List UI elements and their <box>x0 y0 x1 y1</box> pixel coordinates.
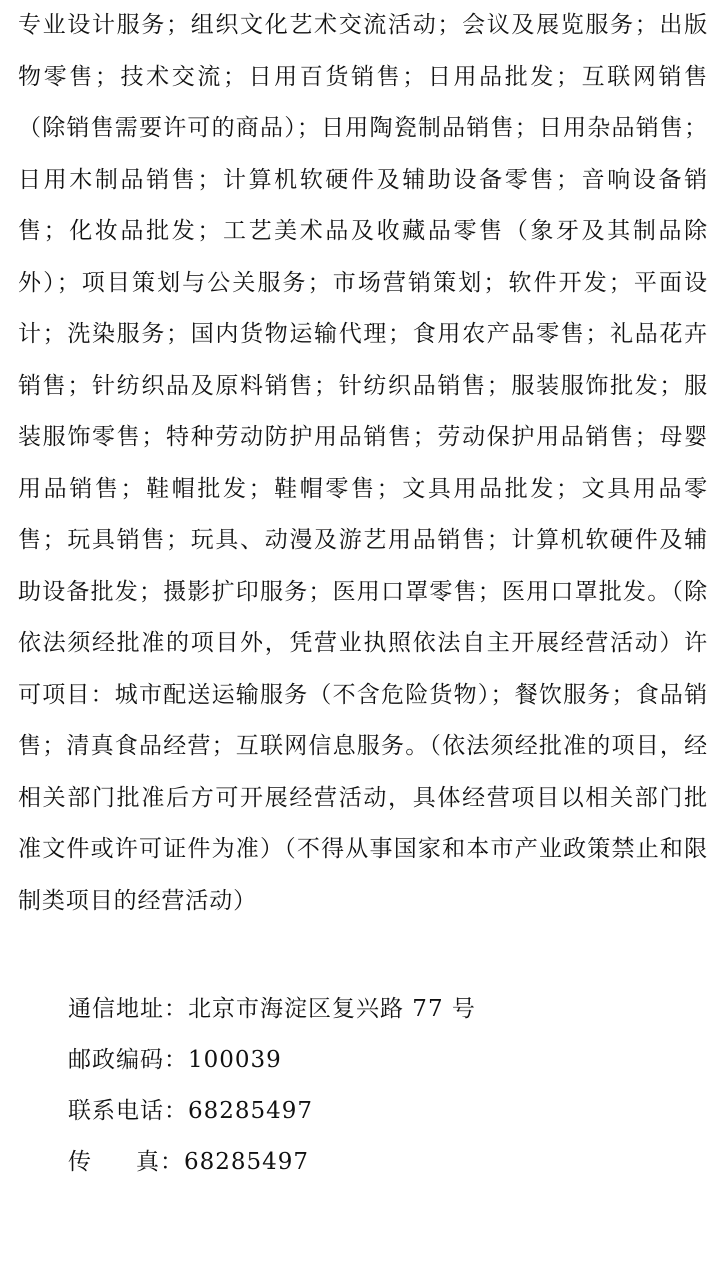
phone-label: 联系电话： <box>68 1098 188 1124</box>
address-value: 北京市海淀区复兴路 77 号 <box>188 996 476 1022</box>
fax-colon: ： <box>160 1149 184 1175</box>
fax-label: 传真 <box>68 1149 160 1175</box>
address-label: 通信地址： <box>68 996 188 1022</box>
postcode-label: 邮政编码： <box>68 1047 188 1073</box>
business-scope-paragraph: 专业设计服务；组织文化艺术交流活动；会议及展览服务；出版物零售；技术交流；日用百货销售；日用品批发；互联网销售（除销售需要许可的商品）；日用陶瓷制品销售；日用杂品销售；日用木制品销售；计算机软硬件及辅助设备零售；音响设备销售；化妆品批发；工艺美术品及收藏品零售（象牙及其制品除外）；项目策划与公关服务；市场营销策划；软件开发；平面设计；洗染服务；国内货物运输代理；食用农产品零售；礼品花卉销售；针纺织品及原料销售；针纺织品销售；服装服饰批发；服装服饰零售；特种劳动防护用品销售；劳动保护用品销售；母婴用品销售；鞋帽批发；鞋帽零售；文具用品批发；文具用品零售；玩具销售；玩具、动漫及游艺用品销售；计算机软硬件及辅助设备批发；摄影扩印服务；医用口罩零售；医用口罩批发。（除依法须经批准的项目外，凭营业执照依法自主开展经营活动）许可项目：城市配送运输服务（不含危险货物）；餐饮服务；食品销售；清真食品经营；互联网信息服务。（依法须经批准的项目，经相关部门批准后方可开展经营活动，具体经营项目以相关部门批准文件或许可证件为准）（不得从事国家和本市产业政策禁止和限制类项目的经营活动） <box>18 12 708 914</box>
phone-value: 68285497 <box>188 1098 314 1124</box>
address-row <box>68 984 708 1035</box>
postcode-value: 100039 <box>188 1047 282 1073</box>
postcode-row <box>68 1035 708 1086</box>
contact-info-block <box>68 984 708 1188</box>
fax-value: 68285497 <box>184 1149 310 1175</box>
fax-row <box>68 1137 708 1188</box>
phone-row <box>68 1086 708 1137</box>
